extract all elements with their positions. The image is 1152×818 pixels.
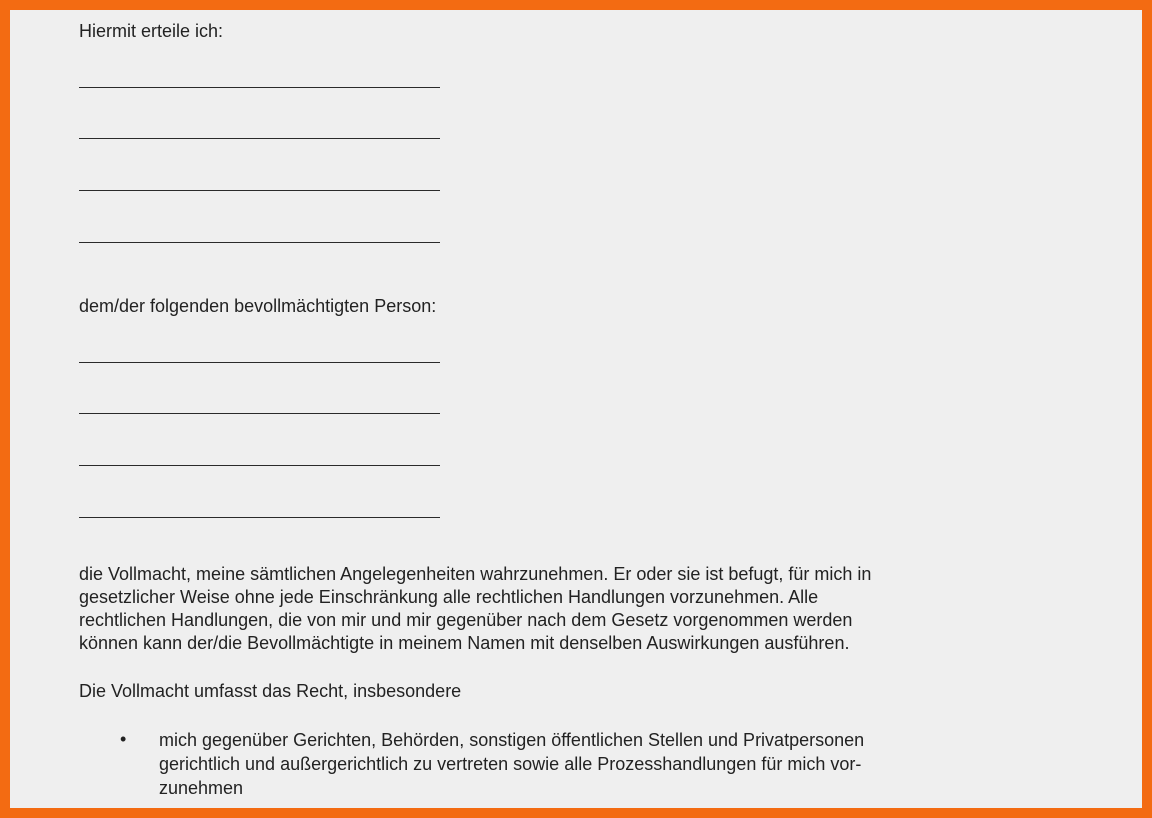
bullet-line: zunehmen bbox=[159, 778, 244, 798]
attorney-line-1 bbox=[79, 362, 440, 363]
authority-paragraph bbox=[79, 563, 1039, 655]
paragraph-line: gesetzlicher Weise ohne jede Einschränkung alle rechtlichen Handlungen vorzunehmen. Alle bbox=[79, 587, 819, 607]
bullet-line: mich gegenüber Gerichten, Behörden, sonstigen öffentlichen Stellen und Privatpersonen bbox=[159, 730, 865, 750]
attorney-line-2 bbox=[79, 413, 440, 414]
grantor-line-4 bbox=[79, 242, 440, 243]
bullet-item bbox=[159, 728, 1019, 800]
grantor-line-3 bbox=[79, 190, 440, 191]
paragraph-line: rechtlichen Handlungen, die von mir und mir gegenüber nach dem Gesetz vorgenommen werden bbox=[79, 610, 853, 630]
attorney-label: dem/der folgenden bevollmächtigten Person: bbox=[79, 296, 437, 316]
grantor-line-2 bbox=[79, 138, 440, 139]
bullet-icon: • bbox=[120, 729, 127, 749]
intro-text: Hiermit erteile ich: bbox=[79, 21, 224, 41]
attorney-line-3 bbox=[79, 465, 440, 466]
grantor-line-1 bbox=[79, 87, 440, 88]
scope-heading: Die Vollmacht umfasst das Recht, insbesondere bbox=[79, 681, 462, 701]
paragraph-line: die Vollmacht, meine sämtlichen Angelegenheiten wahrzunehmen. Er oder sie ist befugt, für mich in bbox=[79, 564, 872, 584]
document-page bbox=[10, 10, 1142, 808]
paragraph-line: können kann der/die Bevollmächtigte in meinem Namen mit denselben Auswirkungen ausführen. bbox=[79, 633, 850, 653]
bullet-line: gerichtlich und außergerichtlich zu vertreten sowie alle Prozesshandlungen für mich vor- bbox=[159, 754, 862, 774]
attorney-line-4 bbox=[79, 517, 440, 518]
